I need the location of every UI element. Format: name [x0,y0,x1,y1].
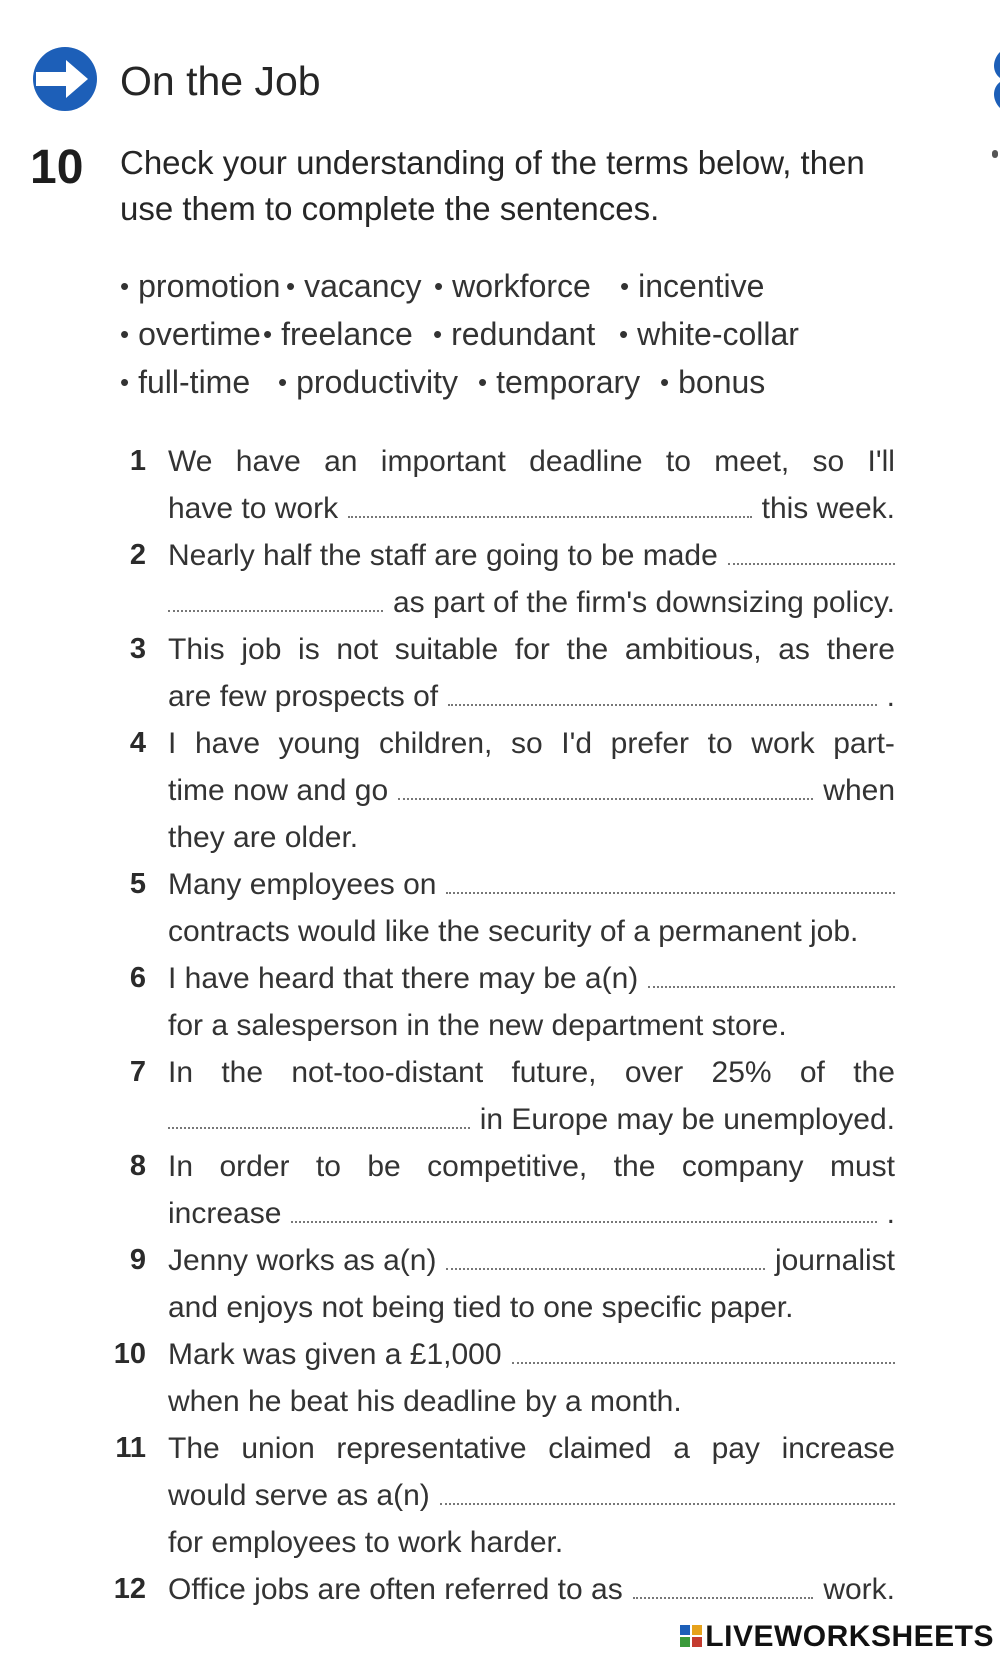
word: I [168,727,177,760]
sentence-line [168,1143,895,1190]
sentence-line [168,1331,895,1378]
sentence-number: 9 [129,1244,146,1276]
bullet: • [619,318,629,349]
term-item [263,316,433,353]
instruction-line: Check your understanding of the terms below, then [120,144,865,181]
sentence-item [100,1566,895,1613]
term-item [120,316,263,353]
answer-blank[interactable] [168,580,383,612]
sentence-item [100,626,895,720]
term-text: white-collar [637,315,799,352]
sentence-number: 10 [113,1338,146,1370]
answer-blank[interactable] [446,1238,765,1270]
text-after-blank: as part of the firm's downsizing policy. [392,586,895,619]
line-text: they are older. [168,821,359,854]
word: union [241,1432,315,1465]
sentence-list [100,438,895,1613]
sentence-item [100,861,895,955]
word: future, [511,1056,597,1089]
word: the [853,1056,895,1089]
line-text: and enjoys not being tied to one specific paper. [168,1291,794,1324]
sentence-line [168,1378,895,1425]
answer-blank[interactable] [168,1097,470,1129]
text-before-blank: Office jobs are often referred to as [168,1573,623,1606]
bullet: • [434,270,444,301]
sentence-number: 3 [129,633,146,665]
word: job [241,633,282,666]
word: of [799,1056,825,1089]
sentence-line [168,1190,895,1237]
answer-blank[interactable] [633,1567,814,1599]
word: order [219,1150,290,1183]
text-before-blank: increase [168,1197,282,1230]
term-text: full-time [138,363,251,400]
page-edge-dot [992,150,998,158]
page-edge-marker [990,52,1000,108]
sentence-number: 11 [115,1432,146,1464]
term-item [120,364,278,401]
word: deadline [529,445,643,478]
line-text: contracts would like the security of a permanent job. [168,915,859,948]
bullet: • [286,270,296,301]
sentence-line [168,673,895,720]
sentence-line [168,626,895,673]
sentence-number: 4 [129,727,146,759]
word: pay [711,1432,760,1465]
term-text: bonus [678,363,766,400]
term-text: vacancy [304,267,422,304]
word: ambitious, [624,633,762,666]
sentence-line [168,814,895,861]
sentence-item [100,1331,895,1425]
word: suitable [394,633,499,666]
bullet: • [278,366,288,397]
sentence-line [168,1519,895,1566]
text-before-blank: Mark was given a £1,000 [168,1338,502,1371]
word: to [707,727,733,760]
text-before-blank: Nearly half the staff are going to be made [168,539,718,572]
word: 25% [711,1056,772,1089]
term-text: temporary [496,363,641,400]
text-after-blank: journalist [774,1244,895,1277]
text-after-blank: when [823,774,895,807]
word: claimed [548,1432,652,1465]
word: representative [336,1432,527,1465]
text-before-blank: are few prospects of [168,680,439,713]
term-text: overtime [138,315,261,352]
term-item [433,316,619,353]
sentence-text [168,1143,895,1237]
sentence-line [168,579,895,626]
term-item [434,268,620,305]
line-text: when he beat his deadline by a month. [168,1385,682,1418]
word: to [665,445,691,478]
word: meet, [714,445,790,478]
sentence-line [168,532,895,579]
term-bank [120,262,920,406]
word: This [168,633,225,666]
sentence-text [168,1049,895,1143]
exercise-instruction [120,140,920,232]
word: must [829,1150,895,1183]
text-after-blank: . [886,680,895,713]
text-after-blank: . [886,1197,895,1230]
word: young [278,727,361,760]
term-item [619,315,799,353]
section-title: On the Job [120,58,321,104]
sentence-number: 7 [129,1056,146,1088]
line-text: for a salesperson in the new department store. [168,1009,787,1042]
answer-blank[interactable] [398,768,813,800]
bullet: • [263,318,273,349]
word: as [778,633,810,666]
word: the [221,1056,264,1089]
sentence-line [168,861,895,908]
word: increase [781,1432,895,1465]
word: over [624,1056,684,1089]
word: so [812,445,845,478]
answer-blank[interactable] [728,533,895,565]
sentence-number: 12 [113,1573,146,1605]
word: important [380,445,506,478]
text-before-blank: time now and go [168,774,389,807]
text-after-blank: this week. [761,492,895,525]
word: there [826,633,895,666]
term-item [120,268,286,305]
term-text: freelance [281,315,413,352]
sentence-line [168,1425,895,1472]
sentence-number: 8 [129,1150,146,1182]
answer-blank[interactable] [448,674,877,706]
word: not-too-distant [291,1056,484,1089]
word: In [168,1150,194,1183]
liveworksheets-logo [675,1618,1000,1660]
word: an [324,445,358,478]
sentence-item [100,720,895,861]
sentence-text [168,1237,895,1331]
text-before-blank: Jenny works as a(n) [168,1244,437,1277]
sentence-line [168,1237,895,1284]
sentence-item [100,438,895,532]
word: We [168,445,213,478]
bullet: • [120,318,130,349]
answer-blank[interactable] [446,862,895,894]
sentence-line [168,767,895,814]
term-item [278,364,478,401]
instruction-line: use them to complete the sentences. [120,190,660,227]
bullet: • [433,318,443,349]
term-text: workforce [452,267,591,304]
word: prefer [610,727,690,760]
sentence-line [168,1472,895,1519]
term-item [620,268,770,305]
sentence-line [168,720,895,767]
word: part- [833,727,895,760]
word: not [336,633,379,666]
word: to [315,1150,341,1183]
word: In [168,1056,194,1089]
grid-logo-icon [679,1624,703,1648]
sentence-text [168,720,895,861]
answer-blank[interactable] [512,1332,895,1364]
sentence-item [100,1425,895,1566]
sentence-line [168,1096,895,1143]
sentence-text [168,532,895,626]
sentence-text [168,861,895,955]
exercise-number: 10 [30,141,84,194]
word: have [235,445,301,478]
sentence-line [168,1002,895,1049]
line-text: for employees to work harder. [168,1526,564,1559]
sentence-text [168,1425,895,1566]
sentence-line [168,1284,895,1331]
sentence-text [168,1566,895,1613]
word: the [566,633,609,666]
term-row [120,262,920,310]
sentence-item [100,1143,895,1237]
word: work [751,727,815,760]
word: for [514,633,550,666]
sentence-item [100,955,895,1049]
word: I'd [561,727,593,760]
text-before-blank: Many employees on [168,868,437,901]
sentence-text [168,955,895,1049]
arrow-right-circle-icon [30,40,100,118]
word: company [681,1150,804,1183]
sentence-number: 2 [129,539,146,571]
sentence-line [168,1049,895,1096]
bullet: • [620,270,630,301]
term-text: productivity [296,363,458,400]
word: I'll [867,445,895,478]
text-after-blank: work. [823,1573,895,1606]
word: is [298,633,320,666]
text-after-blank: in Europe may be unemployed. [479,1103,895,1136]
text-before-blank: I have heard that there may be a(n) [168,962,639,995]
answer-blank[interactable] [348,486,752,518]
bullet: • [660,366,670,397]
text-before-blank: have to work [168,492,339,525]
word: children, [378,727,493,760]
sentence-line [168,955,895,1002]
sentence-line [168,908,895,955]
term-row [120,358,920,406]
sentence-text [168,1331,895,1425]
word: The [168,1432,220,1465]
bullet: • [478,366,488,397]
answer-blank[interactable] [648,956,895,988]
word: competitive, [427,1150,588,1183]
sentence-number: 1 [129,445,146,477]
sentence-item [100,1237,895,1331]
term-item [478,364,660,401]
word: a [673,1432,690,1465]
logo-text: LIVEWORKSHEETS [705,1620,994,1653]
bullet: • [120,366,130,397]
word: have [194,727,261,760]
text-before-blank: would serve as a(n) [168,1479,430,1512]
word: the [613,1150,656,1183]
answer-blank[interactable] [291,1191,876,1223]
term-text: promotion [138,267,281,304]
sentence-text [168,626,895,720]
answer-blank[interactable] [440,1473,895,1505]
term-item [286,268,434,305]
sentence-line [168,438,895,485]
bullet: • [120,270,130,301]
sentence-item [100,532,895,626]
term-text: incentive [638,267,765,304]
sentence-text [168,438,895,532]
sentence-item [100,1049,895,1143]
sentence-line [168,1566,895,1613]
sentence-number: 5 [129,868,146,900]
term-row [120,310,920,358]
sentence-number: 6 [129,962,146,994]
sentence-line [168,485,895,532]
word: so [511,727,543,760]
term-text: redundant [451,315,596,352]
term-item [660,364,780,401]
word: be [367,1150,401,1183]
